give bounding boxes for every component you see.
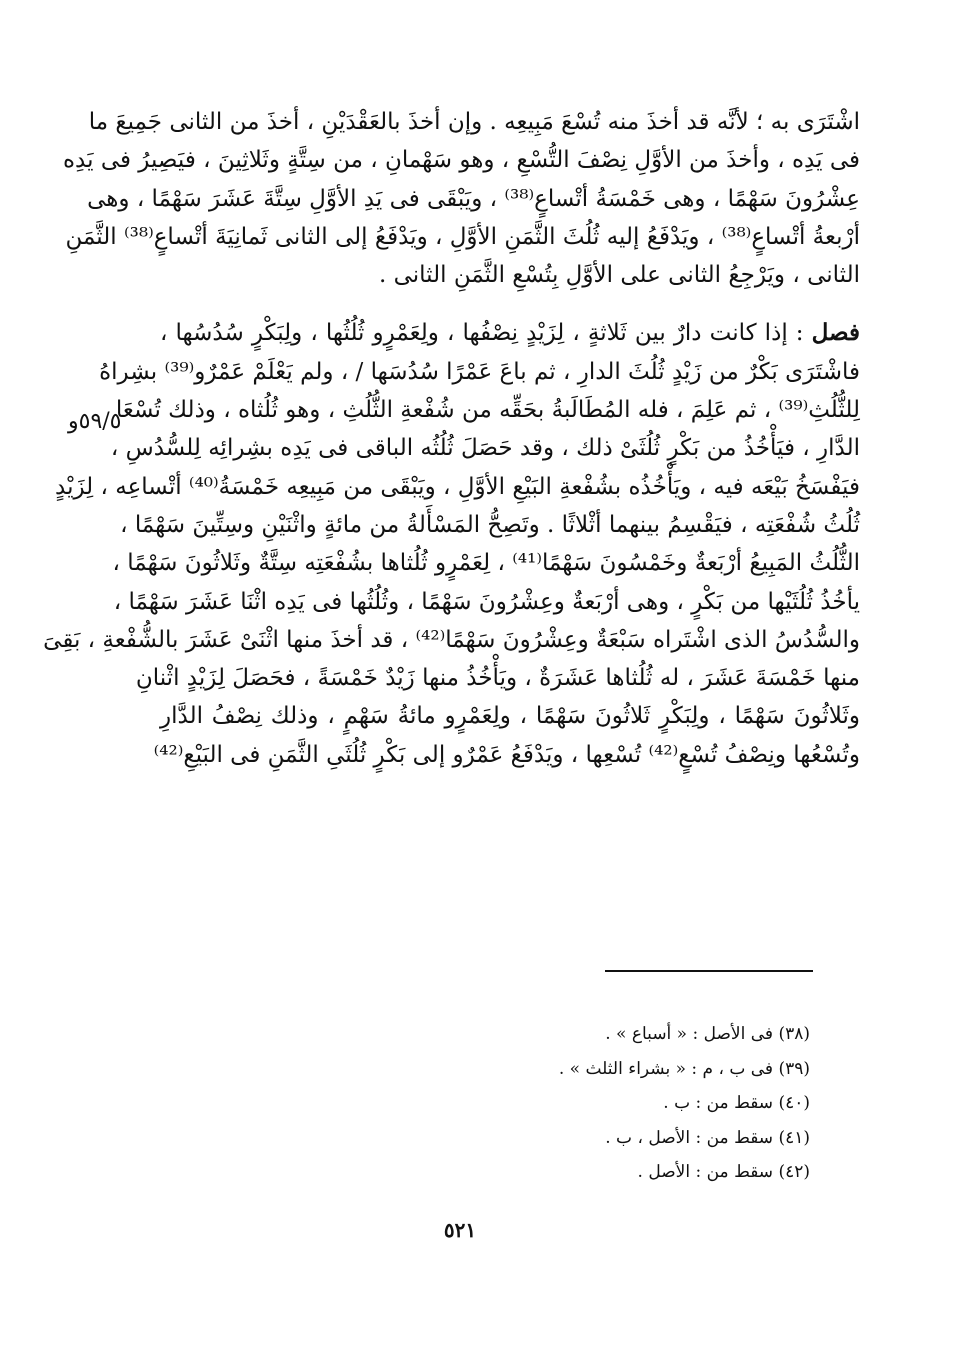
text-line: والسُّدُسُ الذى اشْتَراه سَبْعَةٌ وعِشْرُونَ سَهْمًا⁽⁴²⁾ ، قد أخذَ منها اثْنَىْ عَشَرَ بالشُّفْعةِ ، بَقِىَ (43, 626, 860, 653)
footnote: (٤٠) سقط من : ب . (663, 1093, 810, 1113)
text-line: عِشْرُونَ سَهْمًا ، وهى خَمْسَةُ أتْساعٍ⁽³⁸⁾ ، ويَبْقَى فى يَدِ الأوَّلِ سِتَّةَ عَشَرَ سَهْمًا ، وهى (87, 185, 860, 212)
text-line: فيَفْسَخُ بَيْعَه فيه ، ويَأْخُذُه بشُفْعةِ البَيْعِ الأوَّلِ ، ويَبْقَى من مَبِيعِه خَمْسَةُ⁽⁴⁰⁾ أتْساعِه ، لِزَيْدٍ (55, 473, 860, 500)
footnote-divider (605, 970, 813, 972)
text-line: الدَّارِ ، فيَأْخُذُ من بَكْرٍ ثُلُثَىْ ذلك ، وقد حَصَلَ ثُلُثُه الباقى فى يَدِه بشِرائِه لِلسُّدُسِ ، (110, 435, 860, 462)
footnote: (٣٩) فى ب ، م : « بشراء الثلث » . (558, 1058, 810, 1079)
text-line: الثُّلُثُ المَبِيعُ أرْبَعةٌ وخَمْسُونَ سَهْمًا⁽⁴¹⁾ ، لِعَمْرٍو ثُلُثاها بشُفْعَتِه سِتَّةٌ وثَلاثُونَ سَهْمًا ، (112, 550, 860, 577)
text-line: الثانى ، ويَرْجِعُ الثانى على الأوَّلِ بِتُسْعِ الثَّمَنِ الثانى . (378, 262, 860, 289)
text-line: فى يَدِه ، وأخذَ من الأوَّلِ نِصْفَ التُّسْعِ ، وهو سَهْمانِ ، من سِتَّةٍ وثَلاثِينَ ، فيَصِيرُ فى يَدِه (62, 147, 860, 174)
margin-folio-note: ٥٩/٥و (68, 409, 122, 434)
text-line: يأخُذُ ثُلُثَيْها من بَكْرٍ ، وهى أرْبَعةٌ وعِشْرُونَ سَهْمًا ، وثُلُثُها فى يَدِه اثْنَا عَشَرَ سَهْمًا ، (113, 588, 860, 615)
text-line: أرْبعةُ أتْساعٍ⁽³⁸⁾ ، ويَدْفَعُ إليه ثُلُثَ الثَّمَنِ الأوَّلِ ، ويَدْفَعُ إلى الثانى ثَمانِيَةَ أتْساعٍ⁽³⁸⁾ الثَّمَنِ (65, 223, 860, 250)
footnote: (٤١) سقط من : الأصل ، ب . (605, 1127, 810, 1148)
text-line: ثُلُثُ شُفْعَتِه ، فيَقْسِمُ بينهما أثْلاثًا . وتَصِحُّ المَسْأَلةُ من مائةٍ واثْنَيْنِ وسِتِّينَ سَهْمًا ، (120, 511, 860, 538)
text-line-fasl (160, 314, 860, 352)
text-line: اشْتَرَى به ؛ لأنَّه قد أخذَ منه تُسْعَ مَبِيعِه . وإن أخذَ بالعَقْدَيْنِ ، أخذَ من الثانى جَمِيعَ ما (88, 109, 860, 135)
text-line: فاشْتَرَى بَكْرٌ من زَيْدٍ ثُلُثَ الدارِ ، ثم باعَ عَمْرًا سُدُسَها / ، ولم يَعْلَمْ عَمْرٌو⁽³⁹⁾ بشِراهُ (99, 358, 860, 385)
footnote: (٣٨) فى الأصل : « أسباع » . (605, 1024, 810, 1044)
footnote: (٤٢) سقط من : الأصل . (637, 1162, 810, 1182)
section-heading-fasl: فصل (811, 319, 860, 347)
text-line-rest: : إذا كانت دارٌ بين ثَلاثةٍ ، لِزَيْدٍ نِصْفُها ، ولِعَمْرٍو ثُلُثُها ، ولِبَكْرٍ سُدُسُها ، (160, 320, 812, 347)
footnotes (450, 1017, 810, 1190)
text-line: لِلثُّلُثِ⁽³⁹⁾ ، ثم عَلِمَ ، فله المُطَالَبةُ بحَقِّه من شُفْعةِ الثُّلُثِ ، وهو ثُلُثاه ، وذلك تُسْعَا (115, 397, 860, 424)
text-line: منها خَمْسَةَ عَشَرَ ، له ثُلُثاها عَشَرَةٌ ، ويَأْخُذُ منها زَيْدٌ خَمْسَةً ، فحَصَلَ لِزَيْدٍ اثْنانِ (135, 665, 860, 692)
paragraph-gap (160, 294, 860, 314)
page-number: ٥٢١ (443, 1218, 477, 1242)
text-line: وثَلاثُونَ سَهْمًا ، ولِبَكْرٍ ثَلاثُونَ سَهْمًا ، ولِعَمْرٍو مائةُ سَهْمٍ ، وذلك نِصْفُ الدَّارِ (160, 703, 860, 730)
text-line: وتُسْعُها ونِصْفُ تُسْعٍ⁽⁴²⁾ تُسْعِها ، ويَدْفَعُ عَمْرٌو إلى بَكْرٍ ثُلُثَىِ الثَّمَنِ فى البَيْعِ⁽⁴²⁾ (153, 741, 860, 768)
